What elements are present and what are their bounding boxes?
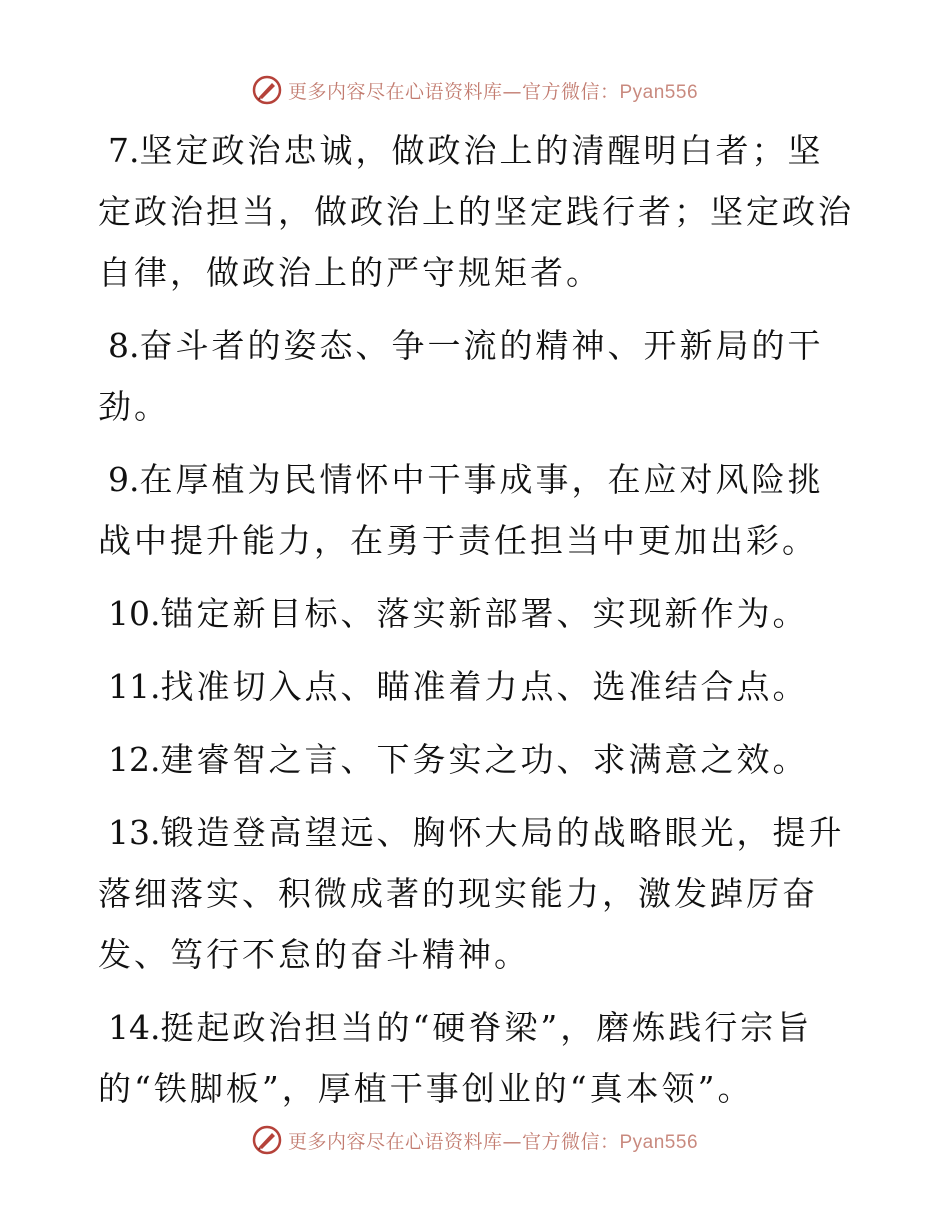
item-number: 9. [108, 460, 140, 499]
item-number: 10. [108, 594, 161, 633]
item-number: 13. [108, 813, 161, 852]
footer-banner [0, 1120, 950, 1160]
item-text: 奋斗者的姿态、争一流的精神、开新局的干劲。 [98, 326, 824, 426]
item-text: 找准切入点、瞄准着力点、选准结合点。 [160, 667, 809, 706]
footer-banner-label: 更多内容尽在心语资料库—官方微信： [287, 1130, 620, 1153]
pen-logo-icon [252, 1125, 282, 1155]
list-item-12 [98, 729, 858, 790]
item-number: 11. [108, 667, 161, 706]
header-wechat-handle: Pyan556 [619, 81, 699, 103]
list-item-11 [98, 656, 858, 717]
list-item-14 [98, 997, 858, 1119]
header-banner-text [288, 77, 698, 104]
footer-wechat-handle: Pyan556 [619, 1131, 699, 1153]
item-number: 8. [108, 326, 140, 365]
item-text: 在厚植为民情怀中干事成事，在应对风险挑战中提升能力，在勇于责任担当中更加出彩。 [98, 460, 824, 560]
item-text: 锚定新目标、落实新部署、实现新作为。 [160, 594, 809, 633]
item-number: 14. [108, 1008, 161, 1047]
document-body [98, 120, 858, 1131]
item-text: 挺起政治担当的“硬脊梁”，磨炼践行宗旨的“铁脚板”，厚植干事创业的“真本领”。 [98, 1008, 813, 1108]
list-item-13 [98, 802, 858, 985]
item-text: 坚定政治忠诚，做政治上的清醒明白者；坚定政治担当，做政治上的坚定践行者；坚定政治自律，做政治上的严守规矩者。 [98, 131, 854, 292]
item-text: 建睿智之言、下务实之功、求满意之效。 [160, 740, 809, 779]
header-banner [0, 70, 950, 110]
list-item-8 [98, 315, 858, 437]
header-banner-label: 更多内容尽在心语资料库—官方微信： [287, 80, 620, 103]
item-text: 锻造登高望远、胸怀大局的战略眼光，提升落细落实、积微成著的现实能力，激发踔厉奋发、笃行不怠的奋斗精神。 [98, 813, 845, 974]
item-number: 12. [108, 740, 161, 779]
item-number: 7. [108, 131, 140, 170]
pen-logo-icon [252, 75, 282, 105]
footer-banner-text [288, 1127, 698, 1154]
list-item-10 [98, 583, 858, 644]
list-item-7 [98, 120, 858, 303]
list-item-9 [98, 449, 858, 571]
